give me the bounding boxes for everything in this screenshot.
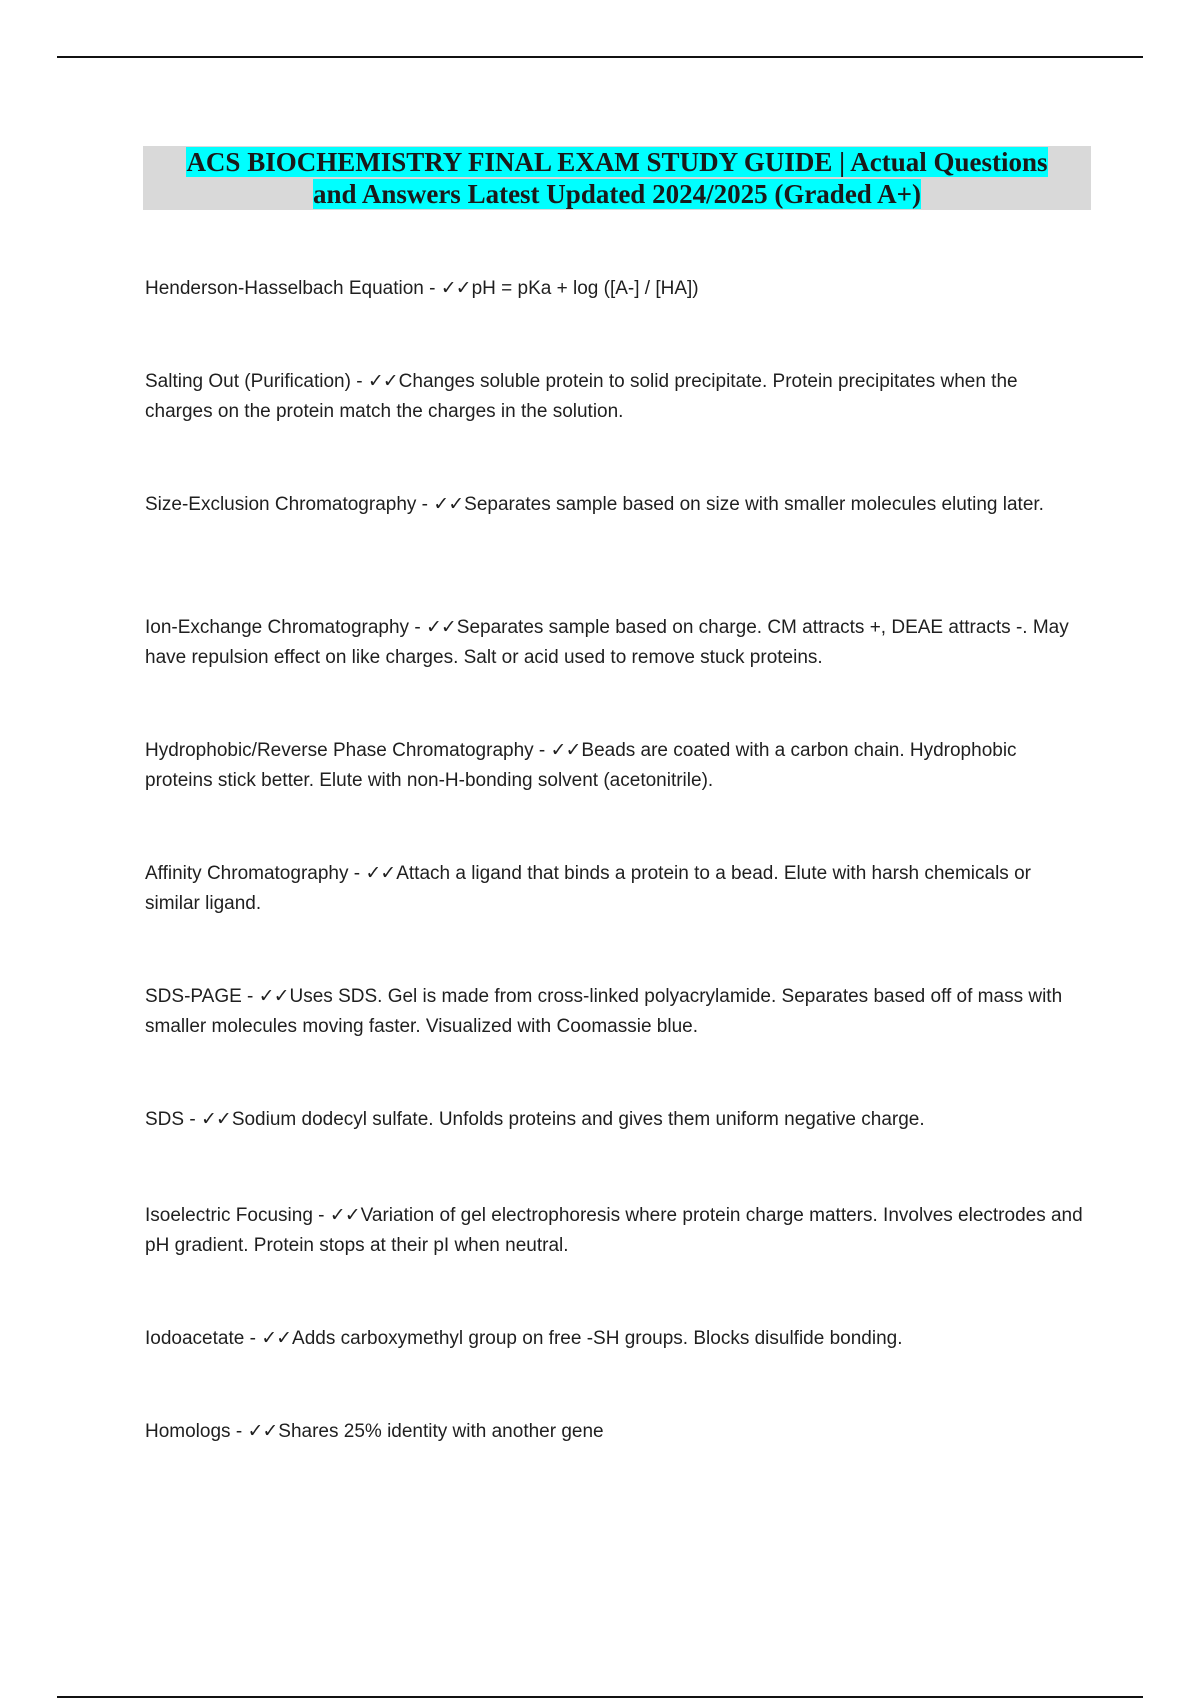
entry-separator: - [348,863,366,884]
entry-term: SDS [145,1109,185,1130]
qa-entry [145,981,1085,1042]
bottom-rule [57,1696,1143,1698]
entry-answer: Attach a ligand that binds a protein to a bead. Elute with harsh chemicals or similar ligand. [145,863,1031,914]
entry-answer: Beads are coated with a carbon chain. Hydrophobic proteins stick better. Elute with non-H-bonding solvent (acetonitrile). [145,740,1017,791]
qa-entry [145,1323,1085,1354]
entry-answer: Separates sample based on charge. CM attracts +, DEAE attracts -. May have repulsion effect on like charges. Salt or acid used to remove stuck proteins. [145,617,1069,668]
entry-answer: Variation of gel electrophoresis where protein charge matters. Involves electrodes and pH gradient. Protein stops at their pI when neutral. [145,1205,1083,1256]
top-rule [57,56,1143,58]
entry-term: Iodoacetate [145,1328,245,1349]
entry-separator: - [184,1109,201,1130]
qa-entry [145,273,1085,304]
entry-answer: Shares 25% identity with another gene [278,1421,604,1442]
double-check-icon: ✓✓ [258,985,289,1007]
entry-separator: - [230,1421,248,1442]
entry-separator: - [350,371,368,392]
double-check-icon: ✓✓ [367,370,398,392]
entry-answer: pH = pKa + log ([A-] / [HA]) [471,278,699,299]
entry-term: Salting Out (Purification) [145,371,351,392]
entry-answer: Adds carboxymethyl group on free -SH groups. Blocks disulfide bonding. [292,1328,903,1349]
entry-term: Ion-Exchange Chromatography [145,617,410,638]
double-check-icon: ✓✓ [200,1108,231,1130]
entry-answer: Changes soluble protein to solid precipitate. Protein precipitates when the charges on the protein match the charges in the solution. [145,371,1018,422]
entry-answer: Sodium dodecyl sulfate. Unfolds proteins and gives them uniform negative charge. [231,1109,925,1130]
entry-separator: - [312,1205,330,1226]
entry-separator: - [533,740,551,761]
double-check-icon: ✓✓ [247,1420,278,1442]
qa-entry [145,612,1085,673]
double-check-icon: ✓✓ [425,616,456,638]
qa-entry [145,858,1085,919]
qa-entry [145,1104,1085,1135]
entry-term: Isoelectric Focusing [145,1205,313,1226]
qa-entry [145,735,1085,796]
double-check-icon: ✓✓ [329,1204,360,1226]
entry-term: Hydrophobic/Reverse Phase Chromatography [145,740,534,761]
entry-separator: - [423,278,441,299]
title-line-2: and Answers Latest Updated 2024/2025 (Graded A+) [313,179,921,209]
double-check-icon: ✓✓ [440,277,471,299]
entry-answer: Uses SDS. Gel is made from cross-linked polyacrylamide. Separates based off of mass with smaller molecules moving faster. Visualized with Coomassie blue. [145,986,1063,1037]
entry-term: Size-Exclusion Chromatography [145,494,417,515]
qa-entry [145,489,1085,520]
entry-term: Henderson-Hasselbach Equation [145,278,424,299]
double-check-icon: ✓✓ [261,1327,292,1349]
qa-entry [145,1200,1085,1261]
entry-answer: Separates sample based on size with smaller molecules eluting later. [464,494,1044,515]
entry-separator: - [241,986,259,1007]
double-check-icon: ✓✓ [550,739,581,761]
entry-term: SDS-PAGE [145,986,242,1007]
double-check-icon: ✓✓ [365,862,396,884]
qa-entry [145,1416,1085,1447]
entry-term: Homologs [145,1421,231,1442]
entry-separator: - [409,617,426,638]
entry-separator: - [244,1328,262,1349]
double-check-icon: ✓✓ [433,493,464,515]
entry-term: Affinity Chromatography [145,863,349,884]
title-line-1: ACS BIOCHEMISTRY FINAL EXAM STUDY GUIDE | Actual Questions [186,147,1048,177]
entry-separator: - [416,494,434,515]
qa-entry [145,366,1085,427]
document-title [143,146,1091,210]
